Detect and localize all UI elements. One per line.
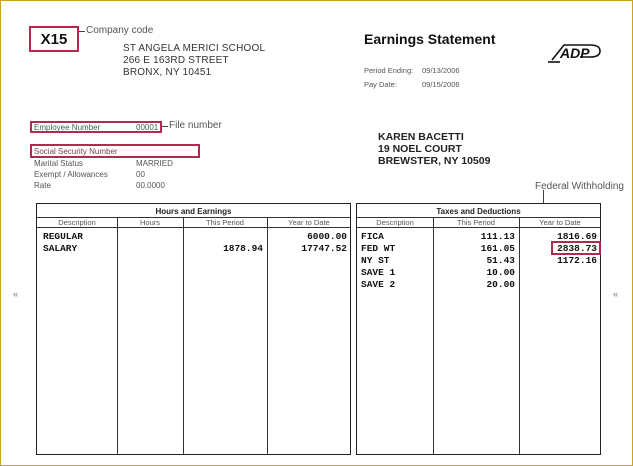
taxes-col-description: Description [376, 218, 414, 227]
employee-number-label: Employee Number [34, 123, 101, 132]
earnings-col-description: Description [58, 218, 96, 227]
earnings-row-ytd: 17747.52 [301, 243, 347, 254]
earnings-rule-header [37, 227, 350, 228]
company-code: X15 [40, 30, 68, 48]
taxes-row-ytd: 1816.69 [557, 231, 597, 242]
federal-withholding-note: Federal Withholding [535, 181, 624, 192]
employee-number-value: 00001 [136, 123, 159, 132]
taxes-row-period: 51.43 [486, 255, 515, 266]
taxes-row-period: 20.00 [486, 279, 515, 290]
taxes-row-period: 161.05 [480, 243, 515, 254]
taxes-row-period: 111.13 [480, 231, 515, 242]
taxes-rule-header [357, 227, 600, 228]
company-name: ST ANGELA MERICI SCHOOL [123, 43, 266, 54]
company-street: 266 E 163RD STREET [123, 55, 229, 66]
taxes-col-this-period: This Period [457, 218, 495, 227]
file-number-leader [162, 126, 168, 127]
marital-status-value: MARRIED [136, 159, 173, 168]
earnings-title: Hours and Earnings [155, 207, 232, 216]
employee-name: KAREN BACETTI [378, 131, 464, 143]
earnings-col-hours: Hours [139, 218, 160, 227]
pay-date-label: Pay Date: [364, 80, 397, 89]
pay-date-value: 09/15/2006 [422, 80, 460, 89]
statement-title: Earnings Statement [364, 31, 496, 47]
marital-status-label: Marital Status [34, 159, 83, 168]
taxes-row-desc: SAVE 2 [361, 279, 396, 290]
earnings-divider [117, 217, 118, 454]
taxes-row-desc: NY ST [361, 255, 390, 266]
period-ending-label: Period Ending: [364, 66, 414, 75]
exemptions-value: 00 [136, 170, 145, 179]
rate-label: Rate [34, 181, 51, 190]
taxes-title: Taxes and Deductions [436, 207, 521, 216]
adp-logo-text: ADP [560, 45, 590, 61]
earnings-row-ytd: 6000.00 [307, 231, 347, 242]
earnings-col-ytd: Year to Date [288, 218, 330, 227]
period-ending-value: 09/13/2006 [422, 66, 460, 75]
taxes-col-ytd: Year to Date [539, 218, 581, 227]
social-security-label: Social Security Number [34, 147, 118, 156]
taxes-row-desc: FICA [361, 231, 384, 242]
adp-logo [546, 40, 606, 64]
company-code-leader [79, 31, 85, 32]
exemptions-label: Exempt / Allowances [34, 170, 108, 179]
company-city: BRONX, NY 10451 [123, 67, 212, 78]
earnings-row-desc: REGULAR [43, 231, 83, 242]
taxes-row-period: 10.00 [486, 267, 515, 278]
file-number-note: File number [169, 120, 222, 131]
earnings-col-this-period: This Period [206, 218, 244, 227]
employee-city: BREWSTER, NY 10509 [378, 155, 491, 167]
earnings-row-desc: SALARY [43, 243, 78, 254]
taxes-row-desc: FED WT [361, 243, 396, 254]
taxes-row-ytd: 2838.73 [557, 243, 597, 254]
taxes-row-ytd: 1172.16 [557, 255, 597, 266]
rate-value: 00.0000 [136, 181, 165, 190]
right-edge-marker: « [613, 289, 619, 299]
company-code-note: Company code [86, 25, 154, 36]
left-edge-marker: « [13, 289, 19, 299]
taxes-row-desc: SAVE 1 [361, 267, 396, 278]
earnings-row-period: 1878.94 [223, 243, 263, 254]
employee-street: 19 NOEL COURT [378, 143, 462, 155]
company-code-box [29, 26, 79, 52]
hours-earnings-panel [36, 203, 351, 455]
federal-withholding-highlight [551, 241, 601, 255]
